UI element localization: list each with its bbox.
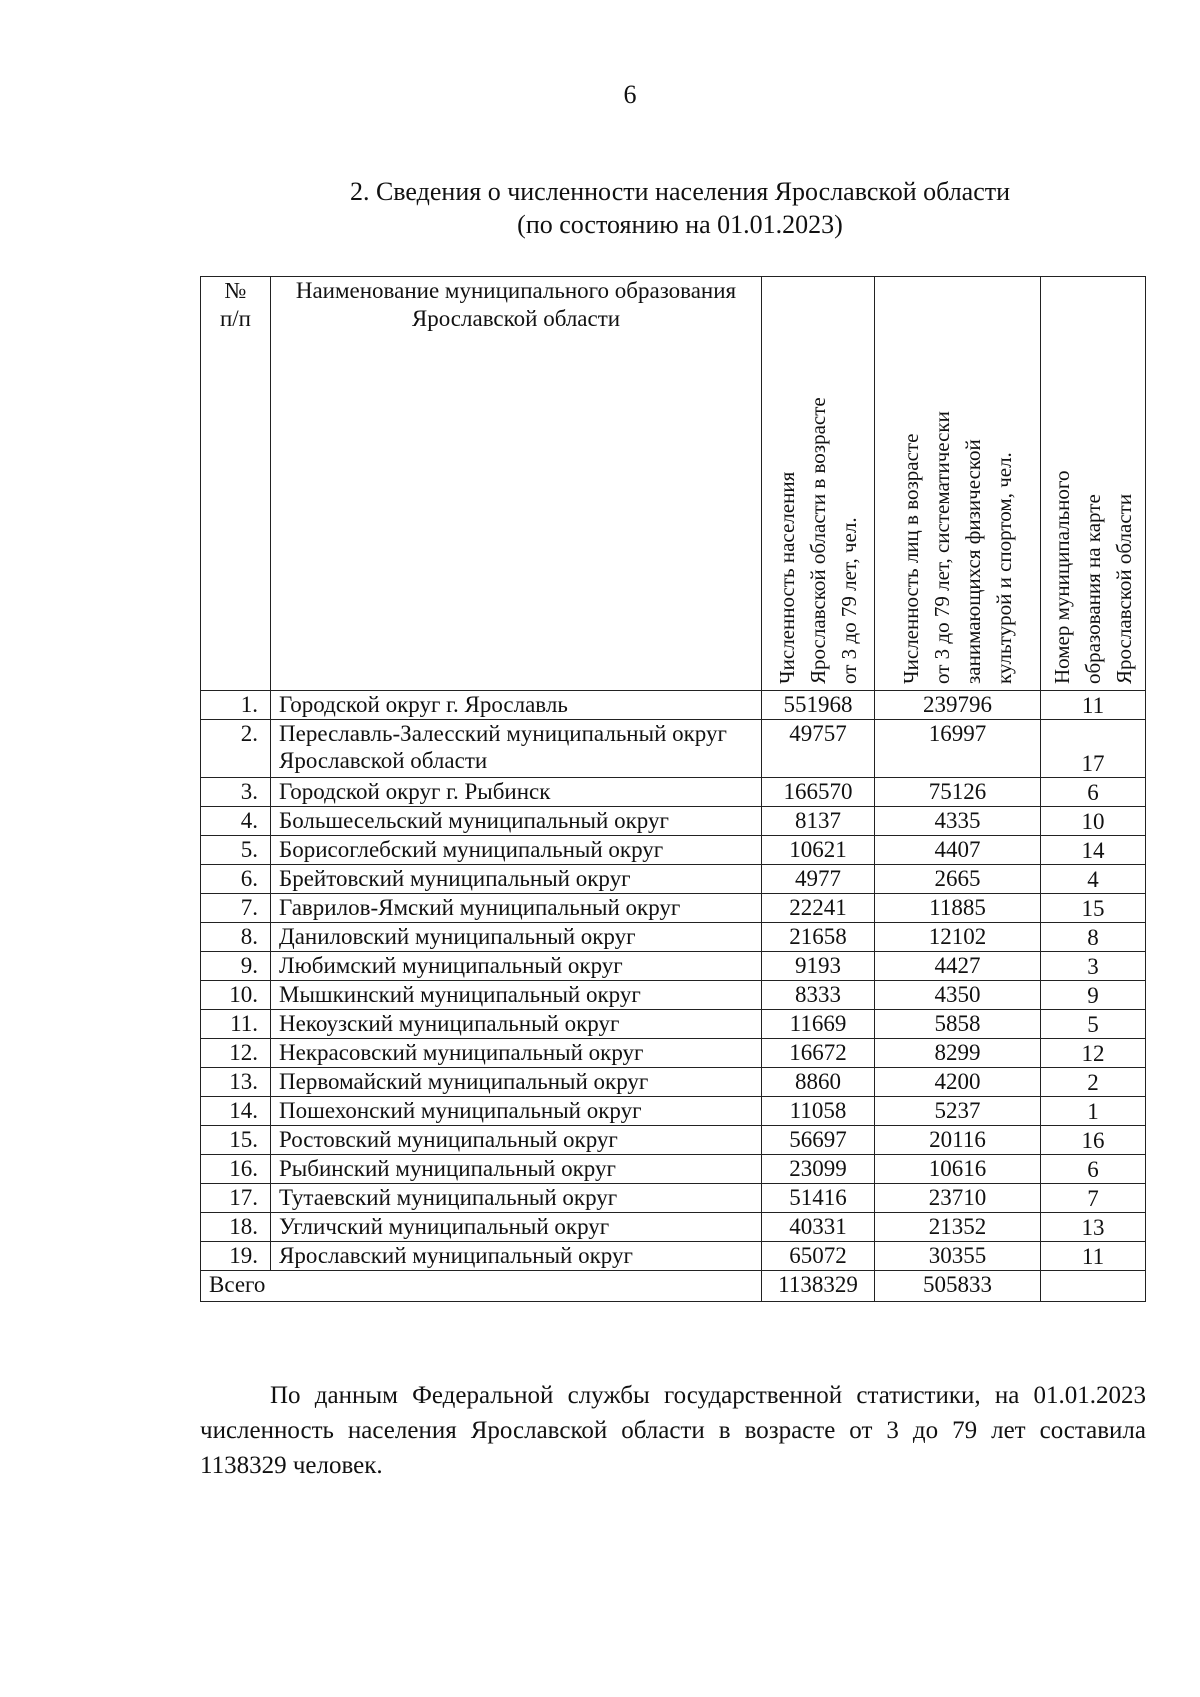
table-row	[201, 1126, 1146, 1155]
row-name: Большесельский муниципальный округ	[271, 807, 762, 836]
header-sport-line-4: культурой и спортом, чел.	[991, 452, 1016, 684]
row-sport: 4335	[875, 807, 1041, 836]
row-population: 40331	[762, 1213, 875, 1242]
row-map-number: 9	[1041, 981, 1146, 1010]
row-number: 12.	[201, 1039, 271, 1068]
row-name: Угличский муниципальный округ	[271, 1213, 762, 1242]
row-population: 8137	[762, 807, 875, 836]
row-population: 51416	[762, 1184, 875, 1213]
table-row	[201, 778, 1146, 807]
row-name: Даниловский муниципальный округ	[271, 923, 762, 952]
table-row	[201, 836, 1146, 865]
row-map-number: 10	[1041, 807, 1146, 836]
row-name: Ярославский муниципальный округ	[271, 1242, 762, 1271]
table-row	[201, 952, 1146, 981]
row-sport: 2665	[875, 865, 1041, 894]
header-sport-line-3: занимающихся физической	[960, 439, 985, 684]
row-map-number: 12	[1041, 1039, 1146, 1068]
footer-paragraph	[200, 1378, 1146, 1483]
row-map-number: 2	[1041, 1068, 1146, 1097]
row-map-number: 16	[1041, 1126, 1146, 1155]
header-map-text	[1047, 471, 1140, 685]
table-row	[201, 807, 1146, 836]
row-population: 9193	[762, 952, 875, 981]
row-sport: 8299	[875, 1039, 1041, 1068]
row-sport: 12102	[875, 923, 1041, 952]
table-row	[201, 1213, 1146, 1242]
row-sport: 4427	[875, 952, 1041, 981]
row-number: 7.	[201, 894, 271, 923]
row-number: 17.	[201, 1184, 271, 1213]
table-row	[201, 1097, 1146, 1126]
header-map-line-1: Номер муниципального	[1049, 470, 1074, 684]
header-num-line-2: п/п	[219, 306, 251, 331]
row-population: 11669	[762, 1010, 875, 1039]
header-sport-text	[896, 411, 1020, 684]
row-name: Переславль-Залесский муниципальный округ Ярославской области	[271, 720, 762, 778]
row-number: 8.	[201, 923, 271, 952]
section-title-line-1: 2. Сведения о численности населения Ярославской области	[349, 177, 1011, 206]
row-population: 56697	[762, 1126, 875, 1155]
row-map-number: 4	[1041, 865, 1146, 894]
row-map-number: 5	[1041, 1010, 1146, 1039]
row-number: 11.	[201, 1010, 271, 1039]
table-row	[201, 981, 1146, 1010]
table-row	[201, 923, 1146, 952]
table-header-row	[201, 277, 1146, 691]
header-map	[1041, 277, 1146, 691]
row-map-number: 15	[1041, 894, 1146, 923]
row-number: 1.	[201, 691, 271, 720]
total-population: 1138329	[762, 1271, 875, 1302]
row-population: 16672	[762, 1039, 875, 1068]
row-name: Пошехонский муниципальный округ	[271, 1097, 762, 1126]
row-name: Рыбинский муниципальный округ	[271, 1155, 762, 1184]
row-number: 3.	[201, 778, 271, 807]
row-map-number: 11	[1041, 691, 1146, 720]
row-map-number: 1	[1041, 1097, 1146, 1126]
row-sport: 75126	[875, 778, 1041, 807]
row-number: 18.	[201, 1213, 271, 1242]
row-sport: 10616	[875, 1155, 1041, 1184]
row-population: 23099	[762, 1155, 875, 1184]
table-row	[201, 691, 1146, 720]
header-population-text	[772, 397, 865, 684]
row-number: 6.	[201, 865, 271, 894]
row-population: 8333	[762, 981, 875, 1010]
table-row	[201, 865, 1146, 894]
row-number: 14.	[201, 1097, 271, 1126]
row-population: 551968	[762, 691, 875, 720]
row-sport: 21352	[875, 1213, 1041, 1242]
row-map-number: 17	[1041, 720, 1146, 778]
row-population: 166570	[762, 778, 875, 807]
row-name: Некоузский муниципальный округ	[271, 1010, 762, 1039]
table-row	[201, 1184, 1146, 1213]
header-map-line-2: образования на карте	[1080, 494, 1105, 684]
row-number: 10.	[201, 981, 271, 1010]
row-sport: 11885	[875, 894, 1041, 923]
row-name: Городской округ г. Рыбинск	[271, 778, 762, 807]
table-row	[201, 1242, 1146, 1271]
row-sport: 23710	[875, 1184, 1041, 1213]
header-num-line-1: №	[224, 278, 247, 303]
row-population: 65072	[762, 1242, 875, 1271]
row-sport: 4350	[875, 981, 1041, 1010]
page-number: 6	[623, 80, 637, 109]
total-label: Всего	[201, 1271, 762, 1302]
section-title	[200, 175, 1160, 241]
table-row	[201, 1155, 1146, 1184]
section-title-line-2: (по состоянию на 01.01.2023)	[517, 210, 843, 239]
row-map-number: 3	[1041, 952, 1146, 981]
row-name: Мышкинский муниципальный округ	[271, 981, 762, 1010]
row-sport: 4200	[875, 1068, 1041, 1097]
row-population: 10621	[762, 836, 875, 865]
row-map-number: 8	[1041, 923, 1146, 952]
table-row	[201, 1010, 1146, 1039]
row-number: 2.	[201, 720, 271, 778]
row-sport: 20116	[875, 1126, 1041, 1155]
header-sport	[875, 277, 1041, 691]
row-sport: 4407	[875, 836, 1041, 865]
header-sport-line-2: от 3 до 79 лет, систематически	[929, 411, 954, 684]
table-row	[201, 1068, 1146, 1097]
table-body	[201, 691, 1146, 1271]
row-name: Некрасовский муниципальный округ	[271, 1039, 762, 1068]
row-number: 15.	[201, 1126, 271, 1155]
row-population: 21658	[762, 923, 875, 952]
header-population-line-3: от 3 до 79 лет, чел.	[836, 517, 861, 684]
row-map-number: 6	[1041, 1155, 1146, 1184]
row-number: 5.	[201, 836, 271, 865]
header-population	[762, 277, 875, 691]
table-row	[201, 1039, 1146, 1068]
table-row	[201, 894, 1146, 923]
total-map	[1041, 1271, 1146, 1302]
row-map-number: 7	[1041, 1184, 1146, 1213]
row-population: 22241	[762, 894, 875, 923]
header-map-line-3: Ярославской области	[1111, 493, 1136, 684]
row-map-number: 14	[1041, 836, 1146, 865]
row-sport: 16997	[875, 720, 1041, 778]
row-name: Гаврилов-Ямский муниципальный округ	[271, 894, 762, 923]
row-name: Брейтовский муниципальный округ	[271, 865, 762, 894]
row-population: 49757	[762, 720, 875, 778]
row-number: 4.	[201, 807, 271, 836]
table-total-row	[201, 1271, 1146, 1302]
row-map-number: 6	[1041, 778, 1146, 807]
header-population-line-1: Численность населения	[774, 471, 799, 684]
row-name: Любимский муниципальный округ	[271, 952, 762, 981]
row-sport: 239796	[875, 691, 1041, 720]
row-population: 8860	[762, 1068, 875, 1097]
header-population-line-2: Ярославской области в возрасте	[805, 397, 830, 684]
table-row	[201, 720, 1146, 778]
header-sport-line-1: Численность лиц в возрасте	[898, 433, 923, 684]
row-population: 11058	[762, 1097, 875, 1126]
row-number: 13.	[201, 1068, 271, 1097]
row-name: Тутаевский муниципальный округ	[271, 1184, 762, 1213]
row-map-number: 13	[1041, 1213, 1146, 1242]
row-sport: 30355	[875, 1242, 1041, 1271]
row-sport: 5237	[875, 1097, 1041, 1126]
row-number: 9.	[201, 952, 271, 981]
header-num	[201, 277, 271, 691]
total-sport: 505833	[875, 1271, 1041, 1302]
population-table	[200, 276, 1146, 1302]
row-name: Городской округ г. Ярославль	[271, 691, 762, 720]
header-name: Наименование муниципального образования Ярославской области	[271, 277, 762, 691]
row-name: Борисоглебский муниципальный округ	[271, 836, 762, 865]
footer-text: По данным Федеральной службы государственной статистики, на 01.01.2023 численность населения Ярославской области в возрасте от 3 до 79 лет составила 1138329 человек.	[200, 1382, 1146, 1479]
row-number: 16.	[201, 1155, 271, 1184]
row-name: Ростовский муниципальный округ	[271, 1126, 762, 1155]
row-population: 4977	[762, 865, 875, 894]
row-number: 19.	[201, 1242, 271, 1271]
row-name: Первомайский муниципальный округ	[271, 1068, 762, 1097]
row-sport: 5858	[875, 1010, 1041, 1039]
row-map-number: 11	[1041, 1242, 1146, 1271]
